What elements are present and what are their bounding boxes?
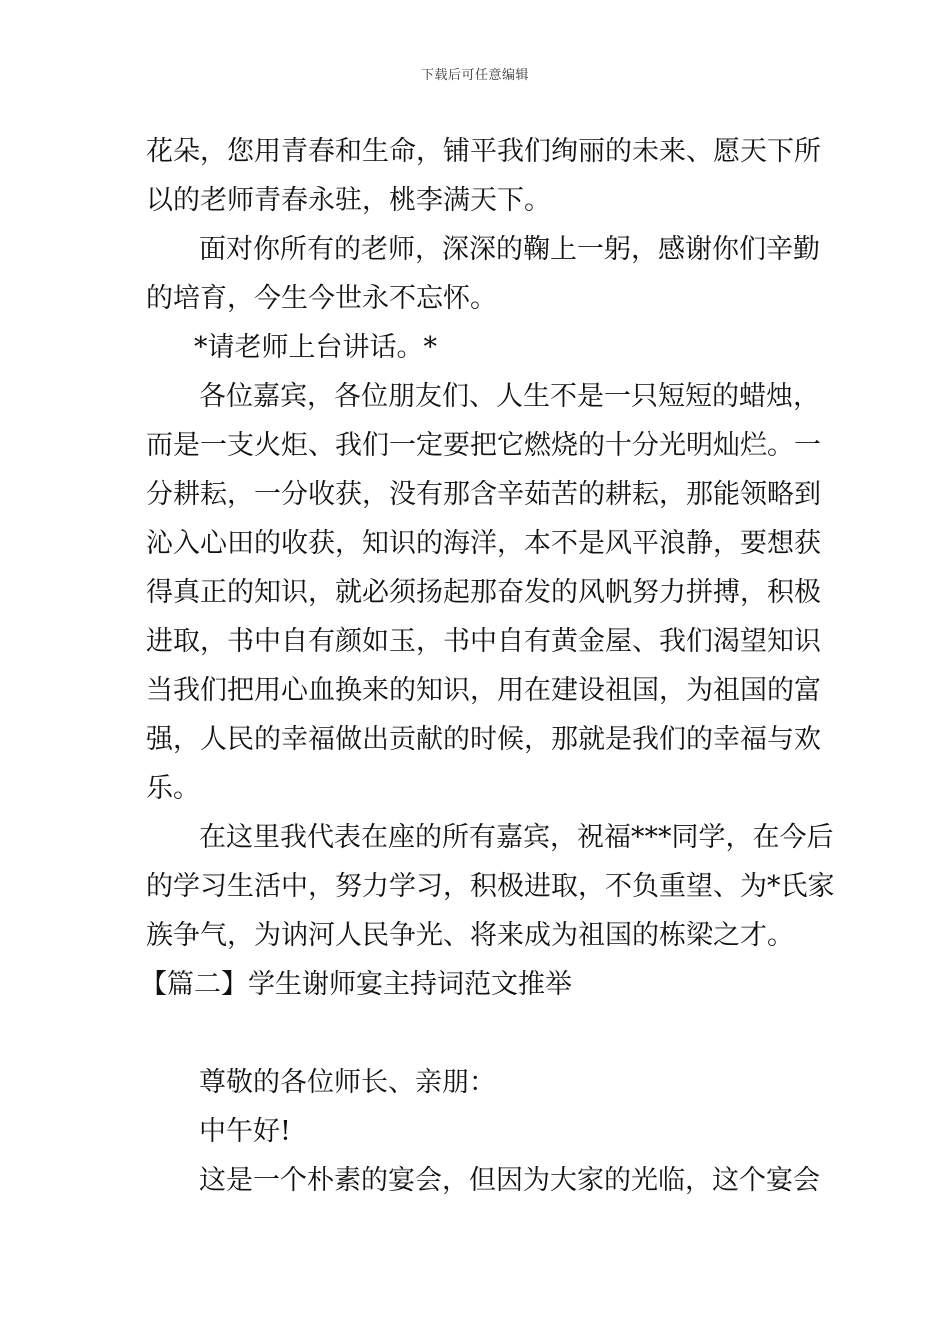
blank-line (146, 1009, 810, 1058)
text-line: 的培育，今生今世永不忘怀。 (146, 283, 497, 314)
text-line: 得真正的知识，就必须扬起那奋发的风帆努力拼搏，积极 (146, 577, 821, 608)
text-line: 花朵，您用青春和生命，铺平我们绚丽的未来、愿天下所 (146, 136, 821, 167)
text-line: 族争气，为讷河人民争光、将来成为祖国的栋梁之才。 (146, 920, 794, 951)
page-header: 下载后可任意编辑 (420, 68, 529, 83)
paragraph-start: 面对你所有的老师，深深的鞠上一躬，感谢你们辛勤 (199, 234, 820, 265)
text-line: 乐。 (146, 773, 200, 804)
text-line: 的学习生活中，努力学习，积极进取，不负重望、为*氏家 (146, 871, 835, 902)
text-line: 当我们把用心血换来的知识，用在建设祖国，为祖国的富 (146, 675, 821, 706)
text-line: 沁入心田的收获，知识的海洋，本不是风平浪静，要想获 (146, 528, 821, 559)
text-line: 分耕耘，一分收获，没有那含辛茹苦的耕耘，那能领略到 (146, 479, 821, 510)
paragraph-start: 各位嘉宾，各位朋友们、人生不是一只短短的蜡烛， (199, 381, 820, 412)
text-line: 进取，书中自有颜如玉，书中自有黄金屋、我们渴望知识 (146, 626, 821, 657)
text-line: 而是一支火炬、我们一定要把它燃烧的十分光明灿烂。一 (146, 430, 821, 461)
greeting: 中午好! (199, 1116, 291, 1147)
text-line: 以的老师青春永驻，桃李满天下。 (146, 185, 551, 216)
paragraph-start: 在这里我代表在座的所有嘉宾，祝福***同学，在今后 (199, 822, 834, 853)
text-line: 强，人民的幸福做出贡献的时候，那就是我们的幸福与欢 (146, 724, 821, 755)
salutation: 尊敬的各位师长、亲朋： (199, 1067, 496, 1098)
section-heading: 【篇二】学生谢师宴主持词范文推举 (140, 969, 572, 1000)
stage-direction: *请老师上台讲话。* (194, 332, 437, 363)
document-body (140, 127, 835, 1205)
paragraph-start: 这是一个朴素的宴会，但因为大家的光临，这个宴会 (199, 1165, 820, 1196)
